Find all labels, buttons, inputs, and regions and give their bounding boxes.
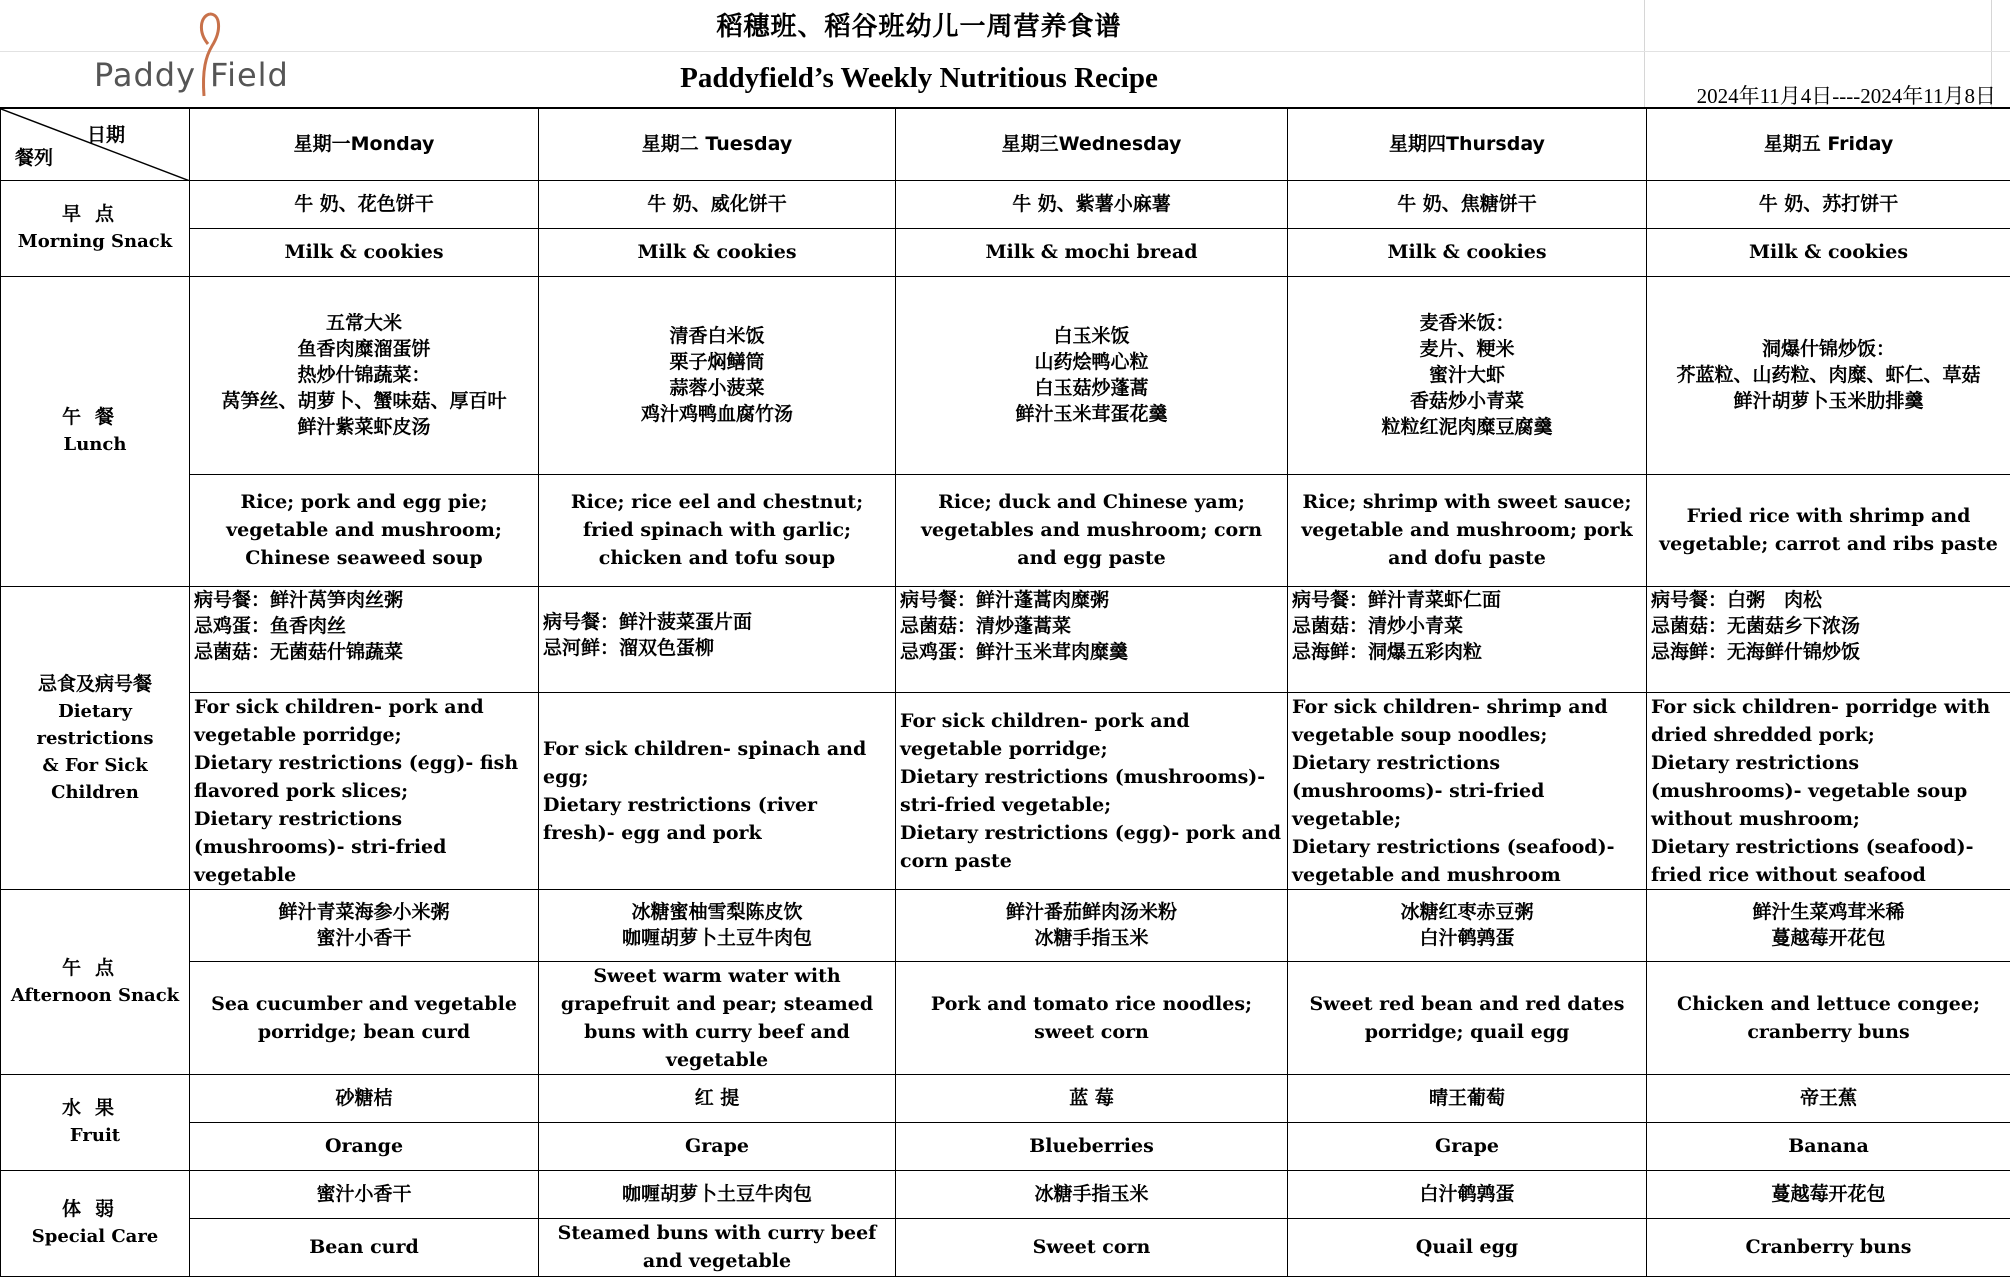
- corner-meal-label: 餐列: [15, 144, 53, 172]
- logo-word-paddy: Paddy: [94, 56, 196, 94]
- menu-cell: 蜜汁小香干: [190, 1170, 539, 1218]
- menu-line: 忌海鲜：无海鲜什锦炒饭: [1651, 639, 2006, 665]
- meal-label-fruit: [1, 1074, 190, 1170]
- menu-cell: Rice; duck and Chinese yam; vegetables and mushroom; corn and egg paste: [896, 474, 1288, 586]
- menu-line: 白玉米饭: [900, 323, 1283, 349]
- menu-cell: [190, 276, 539, 474]
- menu-cell: [539, 889, 896, 961]
- menu-line: 五常大米: [194, 310, 534, 336]
- menu-line: 忌鸡蛋：鲜汁玉米茸肉糜羹: [900, 639, 1283, 665]
- menu-line: 鸡汁鸡鸭血腐竹汤: [543, 401, 891, 427]
- menu-line: 鲜汁青菜海参小米粥: [194, 899, 534, 925]
- menu-cell: Sea cucumber and vegetable porridge; bean curd: [190, 961, 539, 1074]
- fruit-cn-row: [1, 1074, 2010, 1122]
- meal-label-cn: 体弱: [5, 1195, 185, 1223]
- menu-cell: 红 提: [539, 1074, 896, 1122]
- special-en-row: [1, 1218, 2010, 1276]
- sick-cn-row: [1, 586, 2010, 692]
- meal-label-morning: [1, 180, 190, 276]
- lunch-en-row: [1, 474, 2010, 586]
- menu-cell: 晴王葡萄: [1288, 1074, 1647, 1122]
- meal-label-cn: 午餐: [5, 403, 185, 431]
- menu-cell: [896, 586, 1288, 692]
- menu-line: 忌河鲜：溜双色蛋柳: [543, 635, 891, 661]
- menu-line: 清香白米饭: [543, 323, 891, 349]
- menu-line: Dietary restrictions (mushrooms)- stri-fried vegetable;: [1292, 749, 1642, 833]
- menu-cell: Orange: [190, 1122, 539, 1170]
- menu-line: 蒜蓉小菠菜: [543, 375, 891, 401]
- page-title-english: Paddyfield’s Weekly Nutritious Recipe: [0, 62, 1838, 95]
- menu-line: Dietary restrictions (river fresh)- egg and pork: [543, 791, 891, 847]
- menu-line: Dietary restrictions (mushrooms)- stri-fried vegetable;: [900, 763, 1283, 819]
- menu-line: 鲜汁生菜鸡茸米稀: [1651, 899, 2006, 925]
- corner-date-label: 日期: [87, 121, 125, 149]
- menu-line: 蜜汁小香干: [194, 925, 534, 951]
- menu-cell: [1647, 692, 2010, 889]
- menu-cell: 蔓越莓开花包: [1647, 1170, 2010, 1218]
- meal-label-cn: 早点: [5, 200, 185, 228]
- menu-line: Dietary restrictions (seafood)- fried rice without seafood: [1651, 833, 2006, 889]
- menu-line: 忌菌菇：无菌菇乡下浓汤: [1651, 613, 2006, 639]
- menu-cell: Milk & mochi bread: [896, 228, 1288, 276]
- menu-line: For sick children- pork and vegetable porridge;: [900, 707, 1283, 763]
- menu-cell: Blueberries: [896, 1122, 1288, 1170]
- menu-line: 冰糖蜜柚雪梨陈皮饮: [543, 899, 891, 925]
- menu-cell: [1288, 276, 1647, 474]
- day-header-row: [1, 108, 2010, 180]
- meal-label-en: Morning Snack: [5, 228, 185, 256]
- menu-line: 咖喱胡萝卜土豆牛肉包: [543, 925, 891, 951]
- menu-cell: Banana: [1647, 1122, 2010, 1170]
- menu-cell: Grape: [1288, 1122, 1647, 1170]
- menu-cell: 牛 奶、焦糖饼干: [1288, 180, 1647, 228]
- menu-cell: Grape: [539, 1122, 896, 1170]
- menu-cell: 咖喱胡萝卜土豆牛肉包: [539, 1170, 896, 1218]
- menu-cell: Pork and tomato rice noodles; sweet corn: [896, 961, 1288, 1074]
- menu-line: 白汁鹌鹑蛋: [1292, 925, 1642, 951]
- menu-line: 病号餐：鲜汁青菜虾仁面: [1292, 587, 1642, 613]
- menu-cell: Rice; rice eel and chestnut; fried spinach with garlic; chicken and tofu soup: [539, 474, 896, 586]
- fruit-en-row: [1, 1122, 2010, 1170]
- lunch-cn-row: [1, 276, 2010, 474]
- page-title-chinese: 稻穗班、稻谷班幼儿一周营养食谱: [0, 6, 1838, 43]
- menu-line: Dietary restrictions (mushrooms)- vegetable soup without mushroom;: [1651, 749, 2006, 833]
- day-header-thursday: 星期四Thursday: [1288, 108, 1647, 180]
- menu-line: 鲜汁玉米茸蛋花羹: [900, 401, 1283, 427]
- afternoon-cn-row: [1, 889, 2010, 961]
- menu-line: Dietary restrictions (egg)- pork and corn paste: [900, 819, 1283, 875]
- menu-line: 病号餐：白粥 肉松: [1651, 587, 2006, 613]
- meal-label-special: [1, 1170, 190, 1276]
- menu-line: 病号餐：鲜汁菠菜蛋片面: [543, 609, 891, 635]
- menu-cell: Fried rice with shrimp and vegetable; carrot and ribs paste: [1647, 474, 2010, 586]
- menu-line: 麦片、粳米: [1292, 336, 1642, 362]
- menu-line: 粒粒红泥肉糜豆腐羹: [1292, 414, 1642, 440]
- day-header-monday: 星期一Monday: [190, 108, 539, 180]
- menu-cell: Milk & cookies: [1647, 228, 2010, 276]
- menu-line: 忌海鲜：洞爆五彩肉粒: [1292, 639, 1642, 665]
- menu-line: 鲜汁番茄鲜肉汤米粉: [900, 899, 1283, 925]
- menu-line: 忌菌菇：无菌菇什锦蔬菜: [194, 639, 534, 665]
- menu-line: 忌菌菇：清炒小青菜: [1292, 613, 1642, 639]
- menu-cell: 冰糖手指玉米: [896, 1170, 1288, 1218]
- menu-cell: [1288, 586, 1647, 692]
- menu-cell: Rice; pork and egg pie; vegetable and mushroom; Chinese seaweed soup: [190, 474, 539, 586]
- menu-cell: [190, 889, 539, 961]
- menu-line: 栗子焖鳝筒: [543, 349, 891, 375]
- menu-line: 冰糖红枣赤豆粥: [1292, 899, 1642, 925]
- menu-cell: [539, 586, 896, 692]
- menu-cell: [1647, 586, 2010, 692]
- menu-cell: 牛 奶、紫薯小麻薯: [896, 180, 1288, 228]
- menu-line: 山药烩鸭心粒: [900, 349, 1283, 375]
- morning-snack-cn-row: [1, 180, 2010, 228]
- menu-line: For sick children- porridge with dried shredded pork;: [1651, 693, 2006, 749]
- corner-cell: [1, 108, 190, 180]
- meal-label-en: Special Care: [5, 1223, 185, 1251]
- menu-cell: [896, 889, 1288, 961]
- meal-label-sick: [1, 586, 190, 889]
- menu-line: For sick children- spinach and egg;: [543, 735, 891, 791]
- meal-label-cn: 忌食及病号餐: [5, 670, 185, 698]
- menu-line: 鲜汁胡萝卜玉米肋排羹: [1651, 388, 2006, 414]
- menu-cell: [1288, 889, 1647, 961]
- meal-label-en: Lunch: [5, 431, 185, 459]
- meal-label-cn: 水果: [5, 1094, 185, 1122]
- menu-line: 病号餐：鲜汁蓬蒿肉糜粥: [900, 587, 1283, 613]
- menu-cell: Milk & cookies: [1288, 228, 1647, 276]
- menu-cell: [896, 276, 1288, 474]
- meal-label-afternoon: [1, 889, 190, 1074]
- menu-line: 香菇炒小青菜: [1292, 388, 1642, 414]
- menu-line: 白玉菇炒蓬蒿: [900, 375, 1283, 401]
- menu-cell: [1647, 276, 2010, 474]
- menu-line: 鱼香肉糜溜蛋饼: [194, 336, 534, 362]
- menu-cell: Rice; shrimp with sweet sauce; vegetable and mushroom; pork and dofu paste: [1288, 474, 1647, 586]
- menu-line: 蔓越莓开花包: [1651, 925, 2006, 951]
- menu-cell: Chicken and lettuce congee; cranberry buns: [1647, 961, 2010, 1074]
- menu-cell: 帝王蕉: [1647, 1074, 2010, 1122]
- menu-cell: Sweet red bean and red dates porridge; quail egg: [1288, 961, 1647, 1074]
- date-range: 2024年11月4日----2024年11月8日: [1697, 80, 1996, 110]
- logo-word-field: Field: [210, 56, 289, 94]
- special-cn-row: [1, 1170, 2010, 1218]
- meal-label-en: Afternoon Snack: [5, 982, 185, 1010]
- menu-line: For sick children- shrimp and vegetable soup noodles;: [1292, 693, 1642, 749]
- menu-line: 洞爆什锦炒饭：: [1651, 336, 2006, 362]
- menu-cell: [1647, 889, 2010, 961]
- menu-cell: Bean curd: [190, 1218, 539, 1276]
- morning-snack-en-row: [1, 228, 2010, 276]
- meal-label-en: Dietary restrictions: [5, 698, 185, 752]
- menu-cell: Milk & cookies: [190, 228, 539, 276]
- menu-cell: Milk & cookies: [539, 228, 896, 276]
- menu-line: 忌鸡蛋：鱼香肉丝: [194, 613, 534, 639]
- menu-line: Dietary restrictions (seafood)- vegetable and mushroom: [1292, 833, 1642, 889]
- menu-line: Dietary restrictions (egg)- fish flavored pork slices;: [194, 749, 534, 805]
- menu-cell: 牛 奶、威化饼干: [539, 180, 896, 228]
- menu-line: 病号餐：鲜汁莴笋肉丝粥: [194, 587, 534, 613]
- menu-cell: 砂糖桔: [190, 1074, 539, 1122]
- menu-line: 鲜汁紫菜虾皮汤: [194, 414, 534, 440]
- menu-cell: 牛 奶、苏打饼干: [1647, 180, 2010, 228]
- menu-cell: Quail egg: [1288, 1218, 1647, 1276]
- menu-line: 蜜汁大虾: [1292, 362, 1642, 388]
- day-header-friday: 星期五 Friday: [1647, 108, 2010, 180]
- menu-cell: 牛 奶、花色饼干: [190, 180, 539, 228]
- menu-line: 芥蓝粒、山药粒、肉糜、虾仁、草菇: [1651, 362, 2006, 388]
- menu-cell: [190, 586, 539, 692]
- day-header-tuesday: 星期二 Tuesday: [539, 108, 896, 180]
- grid-line: [0, 51, 2010, 52]
- menu-line: 热炒什锦蔬菜：: [194, 362, 534, 388]
- menu-line: Dietary restrictions (mushrooms)- stri-fried vegetable: [194, 805, 534, 889]
- menu-cell: [539, 692, 896, 889]
- meal-label-cn: 午点: [5, 954, 185, 982]
- menu-cell: Sweet warm water with grapefruit and pear; steamed buns with curry beef and vegetable: [539, 961, 896, 1074]
- afternoon-en-row: [1, 961, 2010, 1074]
- menu-cell: 白汁鹌鹑蛋: [1288, 1170, 1647, 1218]
- sick-en-row: [1, 692, 2010, 889]
- menu-cell: Sweet corn: [896, 1218, 1288, 1276]
- menu-line: For sick children- pork and vegetable porridge;: [194, 693, 534, 749]
- menu-line: 莴笋丝、胡萝卜、蟹味菇、厚百叶: [194, 388, 534, 414]
- menu-line: 麦香米饭：: [1292, 310, 1642, 336]
- menu-cell: 蓝 莓: [896, 1074, 1288, 1122]
- day-header-wednesday: 星期三Wednesday: [896, 108, 1288, 180]
- menu-line: 冰糖手指玉米: [900, 925, 1283, 951]
- menu-cell: [539, 276, 896, 474]
- menu-cell: Cranberry buns: [1647, 1218, 2010, 1276]
- menu-cell: [1288, 692, 1647, 889]
- weekly-menu-table: [0, 107, 2010, 1277]
- menu-cell: [896, 692, 1288, 889]
- meal-label-lunch: [1, 276, 190, 586]
- menu-cell: [190, 692, 539, 889]
- meal-label-en: & For Sick Children: [5, 752, 185, 806]
- menu-cell: Steamed buns with curry beef and vegetable: [539, 1218, 896, 1276]
- menu-line: 忌菌菇：清炒蓬蒿菜: [900, 613, 1283, 639]
- meal-label-en: Fruit: [5, 1122, 185, 1150]
